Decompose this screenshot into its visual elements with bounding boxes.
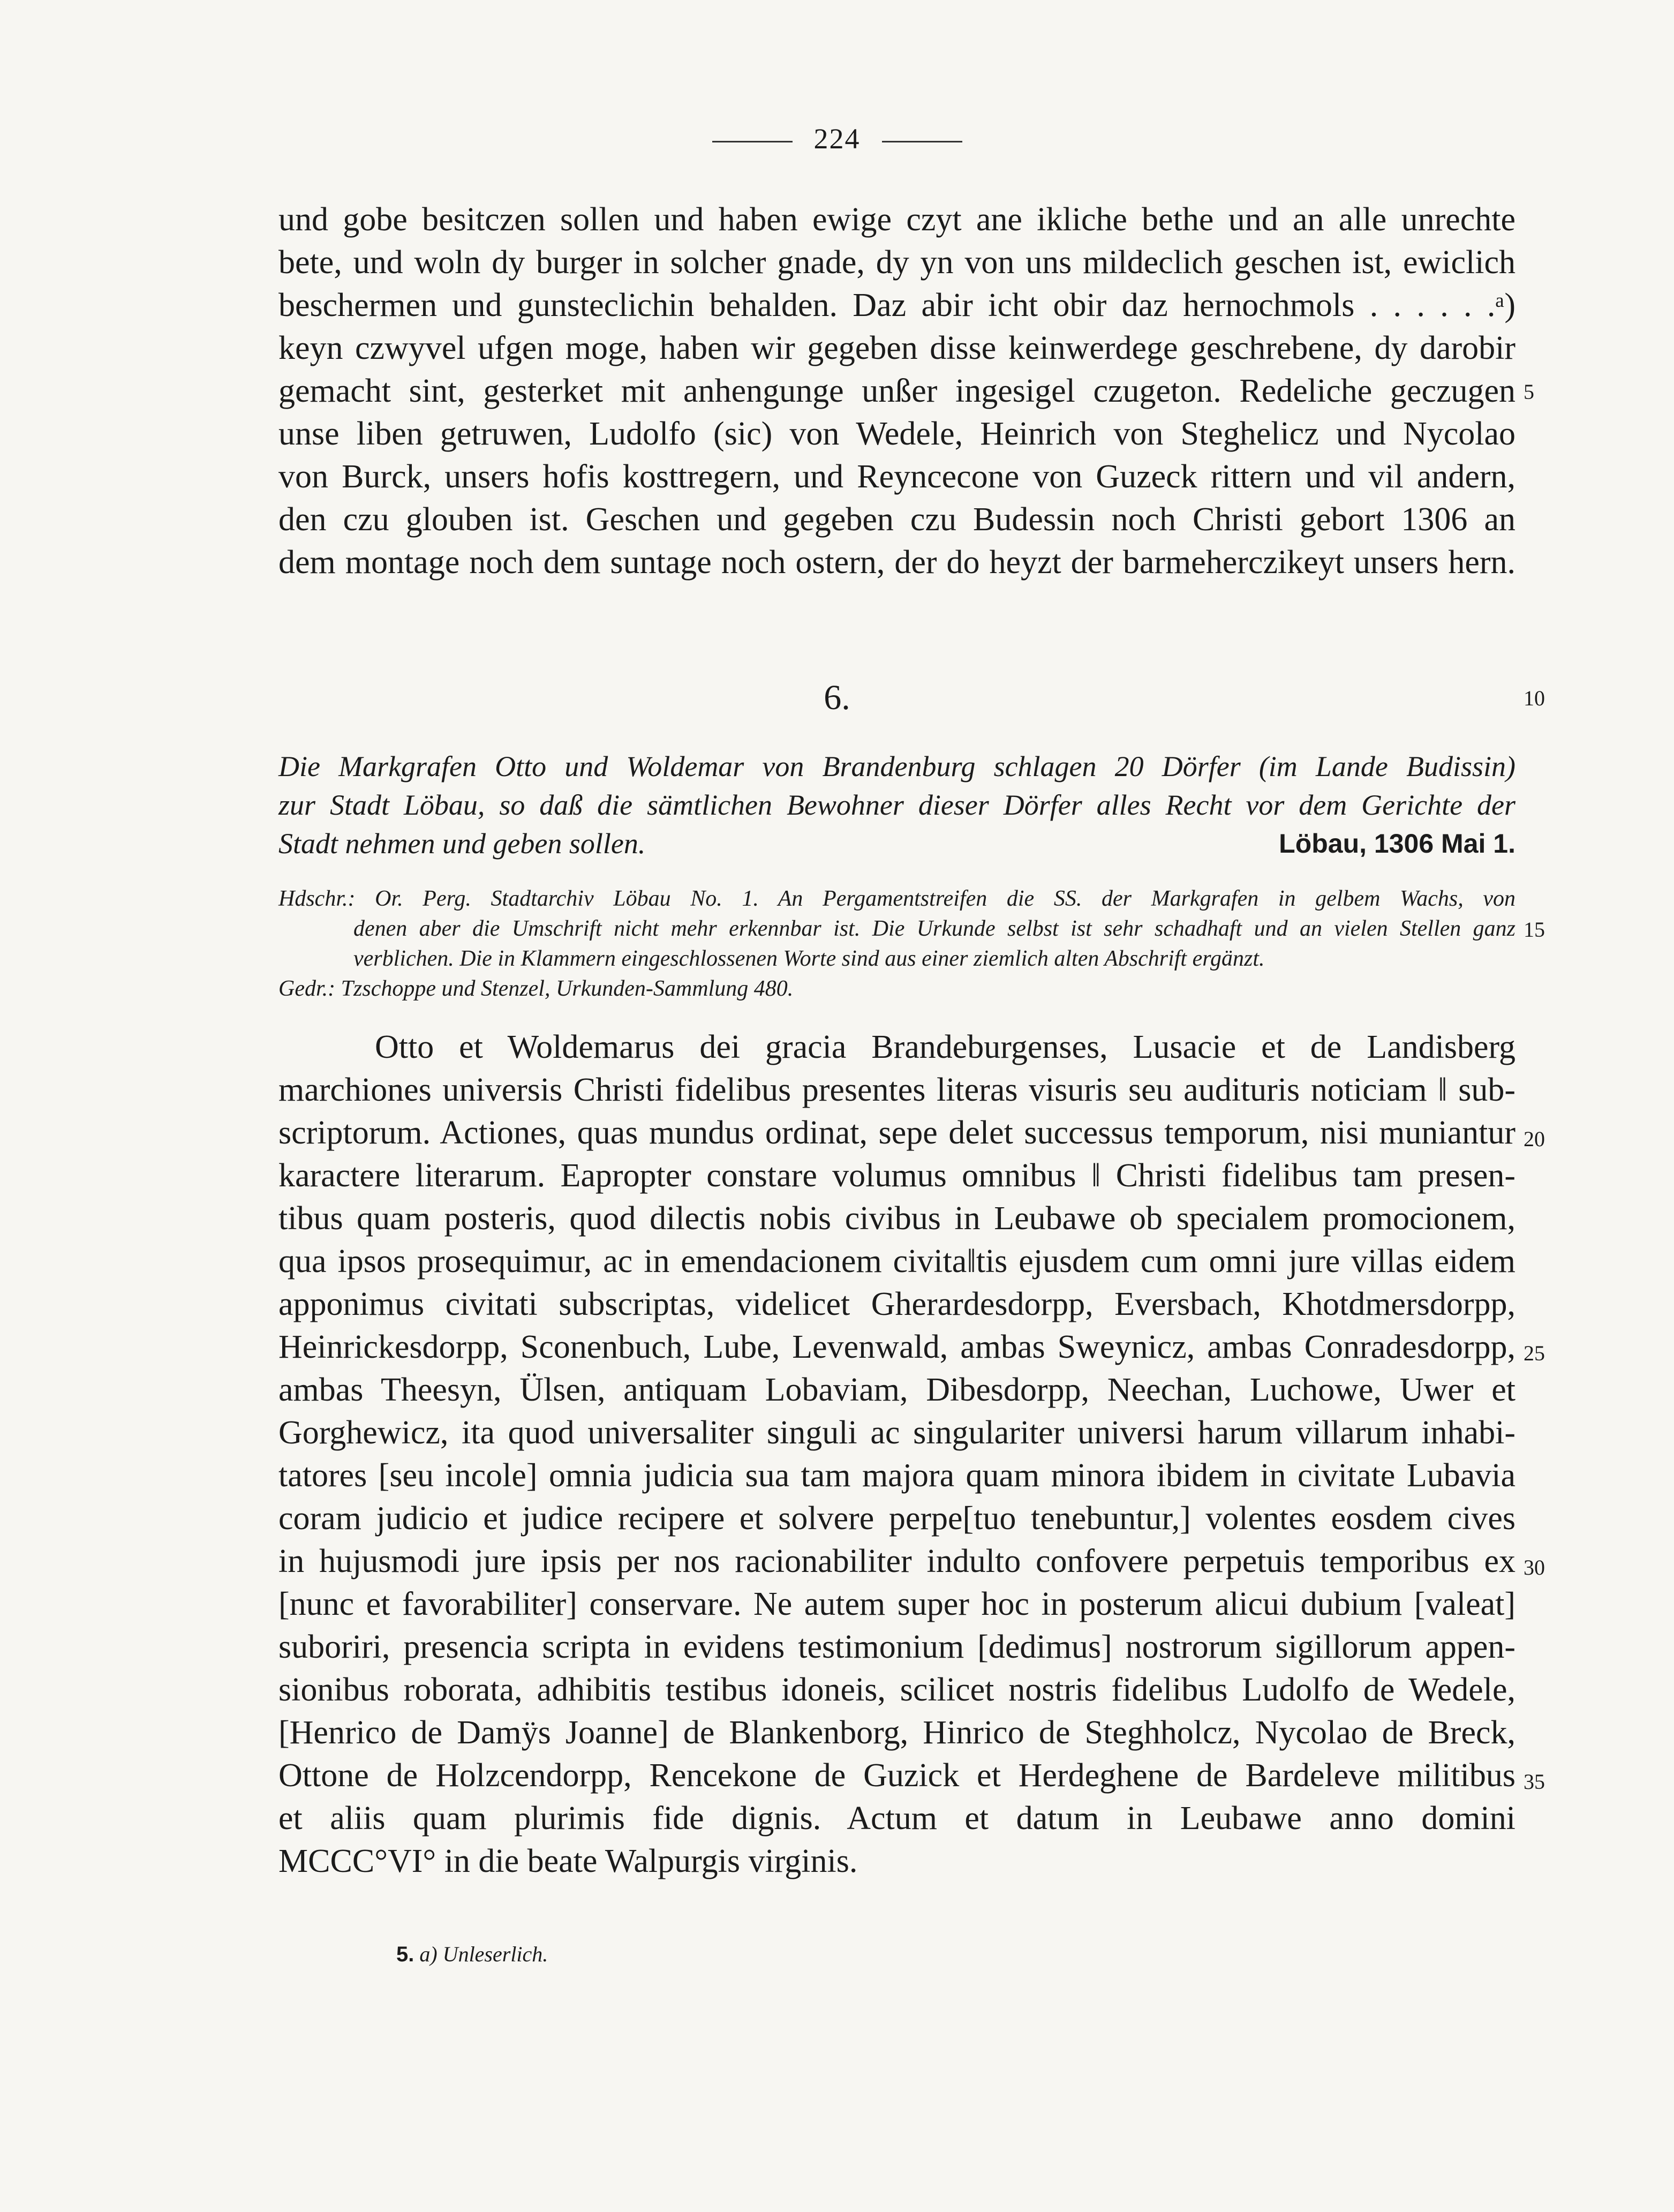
line-number: 35 — [1524, 1770, 1545, 1794]
text-line: et aliis quam plurimis fide dignis. Actum et datum in Leubawe anno domini — [278, 1800, 1515, 1837]
line-number: 15 — [1524, 917, 1545, 942]
text-line: sionibus roborata, adhibitis testibus idoneis, scilicet nostris fidelibus Ludolfo de Wedele, — [278, 1672, 1515, 1708]
text-line: scriptorum. Actiones, quas mundus ordinat, sepe delet successus temporum, nisi muniantur — [278, 1115, 1515, 1151]
text-line: gemacht sint, gesterket mit anhengunge unßer ingesigel czugeton. Redeliche geczugen — [278, 373, 1515, 409]
text-line: beschermen und gunsteclichin behalden. Daz abir icht obir daz hernochmols . . . . . .ᵃ) — [278, 287, 1515, 323]
text-line: marchiones universis Christi fidelibus presentes literas visuris seu audituris noticiam ‖ sub- — [278, 1072, 1515, 1108]
summary-line: Die Markgrafen Otto und Woldemar von Brandenburg schlagen 20 Dörfer (im Lande Budissin) — [278, 750, 1515, 783]
text-line: [nunc et favorabiliter] conservare. Ne autem super hoc in posterum alicui dubium [valeat] — [278, 1586, 1515, 1622]
text-line: ambas Theesyn, Ülsen, antiquam Lobaviam, Dibesdorpp, Neechan, Luchowe, Uwer et — [278, 1372, 1515, 1408]
header-rule-left — [712, 141, 793, 142]
text-line: karactere literarum. Eapropter constare volumus omnibus ‖ Christi fidelibus tam presen- — [278, 1157, 1515, 1194]
line-number: 20 — [1524, 1127, 1545, 1151]
text-line: unse liben getruwen, Ludolfo (sic) von Wedele, Heinrich von Steghelicz und Nycolao — [278, 416, 1515, 452]
text-line: [Henrico de Damÿs Joanne] de Blankenborg, Hinrico de Steghholcz, Nycolao de Breck, — [278, 1714, 1515, 1751]
line-number: 10 — [1524, 686, 1545, 710]
footnote-label: 5. — [396, 1943, 414, 1966]
text-line: in hujusmodi jure ipsis per nos racionabiliter indulto confovere perpetuis temporibus ex — [278, 1543, 1515, 1579]
text-line: dem montage noch dem suntage noch ostern, der do heyzt der barmeherczikeyt unsers hern. — [278, 544, 1515, 581]
text-line: Otto et Woldemarus dei gracia Brandeburgenses, Lusacie et de Landisberg — [375, 1029, 1515, 1065]
text-line: Gorghewicz, ita quod universaliter singuli ac singulariter universi harum villarum inhabi- — [278, 1415, 1515, 1451]
text-line: tatores [seu incole] omnia judicia sua tam majora quam minora ibidem in civitate Lubavia — [278, 1457, 1515, 1494]
text-line: suboriri, presencia scripta in evidens testimonium [dedimus] nostrorum sigillorum appen- — [278, 1629, 1515, 1665]
source-line: denen aber die Umschrift nicht mehr erkennbar ist. Die Urkunde selbst ist sehr schadhaft und an vielen Stellen ganz — [353, 916, 1515, 941]
summary-line: Stadt nehmen und geben sollen. — [278, 827, 646, 860]
text-line: coram judicio et judice recipere et solvere perpe[tuo tenebuntur,] volentes eosdem cives — [278, 1500, 1515, 1537]
text-line: Heinrickesdorpp, Sconenbuch, Lube, Levenwald, ambas Sweynicz, ambas Conradesdorpp, — [278, 1329, 1515, 1365]
text-line: tibus quam posteris, quod dilectis nobis civibus in Leubawe ob specialem promocionem, — [278, 1200, 1515, 1237]
text-line: keyn czwyvel ufgen moge, haben wir gegeben disse keinwerdege geschrebene, dy darobir — [278, 330, 1515, 366]
text-line: MCCC°VI° in die beate Walpurgis virginis. — [278, 1843, 858, 1879]
header-rule-right — [882, 141, 962, 142]
text-line: von Burck, unsers hofis kosttregern, und Reyncecone von Guzeck rittern und vil andern, — [278, 458, 1515, 495]
line-number: 30 — [1524, 1555, 1545, 1579]
text-line: bete, und woln dy burger in solcher gnade, dy yn von uns mildeclich geschen ist, ewiclich — [278, 244, 1515, 281]
date-place: Löbau, 1306 Mai 1. — [1279, 829, 1515, 859]
source-line: Gedr.: Tzschoppe und Stenzel, Urkunden-Sammlung 480. — [278, 976, 794, 1001]
footnote-text: a) Unleserlich. — [419, 1942, 548, 1966]
text-line: und gobe besitczen sollen und haben ewige czyt ane ikliche bethe und an alle unrechte — [278, 201, 1515, 238]
line-number: 5 — [1524, 380, 1534, 404]
source-line: Hdschr.: Or. Perg. Stadtarchiv Löbau No. 1. An Pergamentstreifen die SS. der Markgrafen in gelbem Wachs, von — [278, 886, 1515, 911]
summary-line: zur Stadt Löbau, so daß die sämtlichen Bewohner dieser Dörfer alles Recht vor dem Gerichte der — [278, 789, 1515, 821]
source-line: verblichen. Die in Klammern eingeschlossenen Worte sind aus einer ziemlich alten Abschrift ergänzt. — [353, 946, 1265, 971]
document-number: 6. — [824, 678, 850, 717]
text-line: den czu glouben ist. Geschen und gegeben czu Budessin noch Christi gebort 1306 an — [278, 501, 1515, 538]
line-number: 25 — [1524, 1341, 1545, 1365]
page-number: 224 — [813, 123, 861, 155]
text-line: Ottone de Holzcendorpp, Rencekone de Guzick et Herdeghene de Bardeleve militibus — [278, 1757, 1515, 1794]
text-line: qua ipsos prosequimur, ac in emendacionem civita‖tis ejusdem cum omni jure villas eidem — [278, 1243, 1515, 1280]
footnote — [396, 1942, 548, 1967]
text-line: apponimus civitati subscriptas, videlicet Gherardesdorpp, Eversbach, Khotdmersdorpp, — [278, 1286, 1515, 1322]
page-header — [0, 122, 1674, 155]
